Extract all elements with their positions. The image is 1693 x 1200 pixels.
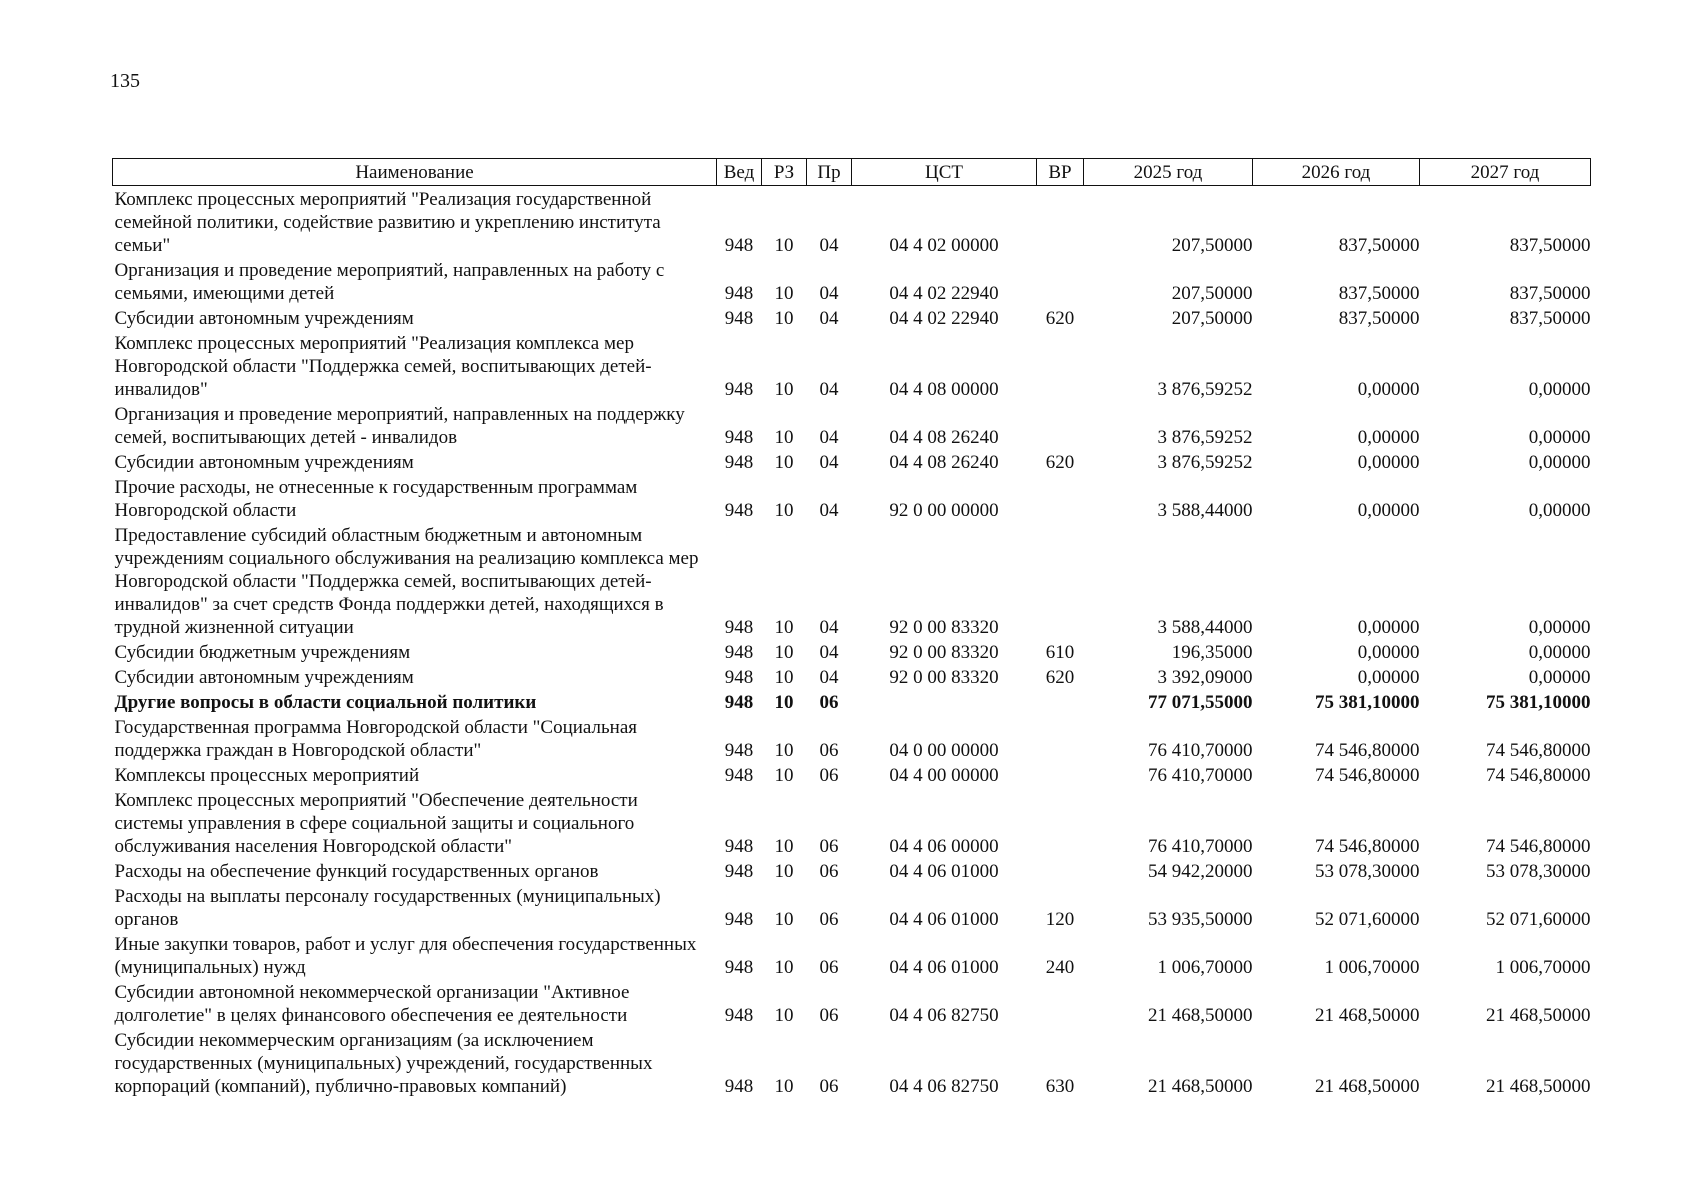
cell-rz: 10 bbox=[774, 283, 794, 304]
cell-ved: 948 bbox=[724, 765, 754, 786]
cell-2026: 53 078,30000 bbox=[1315, 861, 1420, 882]
header-vr: ВР bbox=[1037, 159, 1084, 186]
cell-rz: 10 bbox=[774, 836, 794, 857]
cell-name: Комплекс процессных мероприятий "Обеспечение деятельности системы управления в сфере социальной защиты и социального обслуживания населения Новгородской области" bbox=[114, 790, 638, 857]
cell-rz: 10 bbox=[774, 909, 794, 930]
cell-ved: 948 bbox=[724, 836, 754, 857]
cell-2027: 837,50000 bbox=[1509, 308, 1591, 329]
cell-2025: 54 942,20000 bbox=[1148, 861, 1253, 882]
cell-pr: 06 bbox=[819, 957, 839, 978]
cell-name: Комплекс процессных мероприятий "Реализация комплекса мер Новгородской области "Поддержка семей, воспитывающих детей-инвалидов" bbox=[114, 333, 652, 400]
cell-vr: 610 bbox=[1045, 642, 1075, 663]
cell-cst: 92 0 00 83320 bbox=[889, 642, 999, 663]
cell-pr: 06 bbox=[819, 765, 839, 786]
table-row bbox=[113, 257, 1591, 305]
cell-rz: 10 bbox=[774, 642, 794, 663]
cell-rz: 10 bbox=[774, 617, 794, 638]
cell-2027: 837,50000 bbox=[1509, 235, 1591, 256]
table-row bbox=[113, 931, 1591, 979]
cell-2027: 0,00000 bbox=[1528, 617, 1591, 638]
cell-cst: 92 0 00 83320 bbox=[889, 667, 999, 688]
cell-rz: 10 bbox=[774, 692, 794, 713]
cell-2027: 74 546,80000 bbox=[1486, 836, 1591, 857]
cell-2027: 0,00000 bbox=[1528, 667, 1591, 688]
cell-2027: 53 078,30000 bbox=[1486, 861, 1591, 882]
cell-cst: 04 4 06 82750 bbox=[889, 1076, 999, 1097]
cell-ved: 948 bbox=[724, 692, 754, 713]
cell-pr: 04 bbox=[819, 235, 839, 256]
cell-pr: 04 bbox=[819, 283, 839, 304]
cell-vr bbox=[1037, 858, 1084, 883]
cell-ved: 948 bbox=[724, 427, 754, 448]
cell-2025: 21 468,50000 bbox=[1148, 1076, 1253, 1097]
cell-vr bbox=[1037, 762, 1084, 787]
cell-pr: 04 bbox=[819, 379, 839, 400]
cell-name: Субсидии автономным учреждениям bbox=[114, 452, 414, 473]
table-body bbox=[113, 186, 1591, 1099]
cell-2026: 0,00000 bbox=[1357, 452, 1420, 473]
table-row bbox=[113, 1027, 1591, 1098]
cell-2026: 0,00000 bbox=[1357, 617, 1420, 638]
cell-pr: 04 bbox=[819, 452, 839, 473]
cell-2025: 3 588,44000 bbox=[1157, 617, 1253, 638]
cell-2026: 75 381,10000 bbox=[1315, 692, 1420, 713]
cell-2025: 196,35000 bbox=[1171, 642, 1253, 663]
cell-cst: 04 4 06 01000 bbox=[889, 909, 999, 930]
cell-2026: 74 546,80000 bbox=[1315, 740, 1420, 761]
cell-cst: 04 4 02 22940 bbox=[889, 308, 999, 329]
cell-2025: 3 588,44000 bbox=[1157, 500, 1253, 521]
cell-cst: 04 4 06 01000 bbox=[889, 861, 999, 882]
cell-2026: 21 468,50000 bbox=[1315, 1076, 1420, 1097]
cell-vr: 120 bbox=[1045, 909, 1075, 930]
cell-cst: 04 4 06 01000 bbox=[889, 957, 999, 978]
cell-2027: 837,50000 bbox=[1509, 283, 1591, 304]
cell-vr bbox=[1037, 186, 1084, 258]
header-ved: Вед bbox=[717, 159, 762, 186]
table-row bbox=[113, 689, 1591, 714]
table-row bbox=[113, 762, 1591, 787]
cell-vr: 620 bbox=[1045, 308, 1075, 329]
cell-2025: 3 876,59252 bbox=[1157, 427, 1253, 448]
cell-cst: 04 0 00 00000 bbox=[889, 740, 999, 761]
cell-name: Субсидии бюджетным учреждениям bbox=[114, 642, 411, 663]
cell-rz: 10 bbox=[774, 667, 794, 688]
cell-name: Государственная программа Новгородской области "Социальная поддержка граждан в Новгородской области" bbox=[114, 717, 638, 761]
cell-ved: 948 bbox=[724, 452, 754, 473]
cell-pr: 06 bbox=[819, 909, 839, 930]
cell-cst: 92 0 00 83320 bbox=[889, 617, 999, 638]
cell-pr: 04 bbox=[819, 500, 839, 521]
cell-2027: 21 468,50000 bbox=[1486, 1076, 1591, 1097]
header-name: Наименование bbox=[113, 159, 717, 186]
table-row bbox=[113, 522, 1591, 639]
cell-cst: 04 4 02 22940 bbox=[889, 283, 999, 304]
cell-ved: 948 bbox=[724, 909, 754, 930]
cell-pr: 04 bbox=[819, 427, 839, 448]
cell-name: Организация и проведение мероприятий, направленных на поддержку семей, воспитывающих детей - инвалидов bbox=[114, 404, 685, 448]
cell-vr bbox=[1037, 689, 1084, 714]
cell-name: Расходы на обеспечение функций государственных органов bbox=[114, 861, 599, 882]
cell-cst: 04 4 06 82750 bbox=[889, 1005, 999, 1026]
cell-pr: 04 bbox=[819, 308, 839, 329]
cell-ved: 948 bbox=[724, 1005, 754, 1026]
cell-2025: 77 071,55000 bbox=[1148, 692, 1253, 713]
cell-vr bbox=[1037, 401, 1084, 449]
cell-name: Комплекс процессных мероприятий "Реализация государственной семейной политики, содействие развитию и укреплению института семьи" bbox=[114, 189, 661, 256]
cell-rz: 10 bbox=[774, 740, 794, 761]
table-row bbox=[113, 858, 1591, 883]
cell-ved: 948 bbox=[724, 1076, 754, 1097]
cell-pr: 04 bbox=[819, 667, 839, 688]
cell-vr bbox=[1037, 330, 1084, 401]
cell-rz: 10 bbox=[774, 1005, 794, 1026]
table-row bbox=[113, 186, 1591, 258]
table-header bbox=[113, 159, 1591, 186]
cell-2025: 207,50000 bbox=[1171, 308, 1253, 329]
cell-2027: 21 468,50000 bbox=[1486, 1005, 1591, 1026]
table-row bbox=[113, 979, 1591, 1027]
cell-rz: 10 bbox=[774, 1076, 794, 1097]
cell-2025: 76 410,70000 bbox=[1148, 740, 1253, 761]
cell-2026: 52 071,60000 bbox=[1315, 909, 1420, 930]
cell-name: Комплексы процессных мероприятий bbox=[114, 765, 420, 786]
cell-2025: 3 876,59252 bbox=[1157, 452, 1253, 473]
cell-vr bbox=[1037, 979, 1084, 1027]
cell-2025: 1 006,70000 bbox=[1157, 957, 1253, 978]
cell-name: Субсидии некоммерческим организациям (за исключением государственных (муниципальных) учреждений, государственных корпораций (компаний), публично-правовых компаний) bbox=[114, 1030, 653, 1097]
cell-rz: 10 bbox=[774, 427, 794, 448]
cell-2026: 0,00000 bbox=[1357, 500, 1420, 521]
cell-name: Прочие расходы, не отнесенные к государственным программам Новгородской области bbox=[114, 477, 638, 521]
header-pr: Пр bbox=[807, 159, 852, 186]
table-row bbox=[113, 639, 1591, 664]
cell-rz: 10 bbox=[774, 500, 794, 521]
header-2027: 2027 год bbox=[1420, 159, 1591, 186]
cell-cst bbox=[852, 689, 1037, 714]
cell-2026: 0,00000 bbox=[1357, 379, 1420, 400]
cell-pr: 06 bbox=[819, 1005, 839, 1026]
cell-cst: 92 0 00 00000 bbox=[889, 500, 999, 521]
table-row bbox=[113, 714, 1591, 762]
cell-ved: 948 bbox=[724, 957, 754, 978]
cell-vr: 630 bbox=[1045, 1076, 1075, 1097]
page-number: 135 bbox=[110, 70, 140, 92]
cell-rz: 10 bbox=[774, 308, 794, 329]
cell-pr: 06 bbox=[819, 836, 839, 857]
table-row bbox=[113, 449, 1591, 474]
cell-ved: 948 bbox=[724, 283, 754, 304]
cell-ved: 948 bbox=[724, 500, 754, 521]
cell-ved: 948 bbox=[724, 308, 754, 329]
cell-rz: 10 bbox=[774, 765, 794, 786]
cell-vr: 620 bbox=[1045, 452, 1075, 473]
cell-2025: 76 410,70000 bbox=[1148, 836, 1253, 857]
cell-name: Организация и проведение мероприятий, направленных на работу с семьями, имеющими детей bbox=[114, 260, 665, 304]
cell-2025: 3 876,59252 bbox=[1157, 379, 1253, 400]
budget-table bbox=[112, 158, 1591, 1098]
header-rz: РЗ bbox=[762, 159, 807, 186]
cell-cst: 04 4 06 00000 bbox=[889, 836, 999, 857]
cell-2026: 0,00000 bbox=[1357, 427, 1420, 448]
cell-pr: 06 bbox=[819, 861, 839, 882]
cell-2026: 1 006,70000 bbox=[1324, 957, 1420, 978]
cell-ved: 948 bbox=[724, 861, 754, 882]
cell-name: Субсидии автономным учреждениям bbox=[114, 667, 414, 688]
cell-vr bbox=[1037, 474, 1084, 522]
cell-cst: 04 4 08 26240 bbox=[889, 427, 999, 448]
header-cst: ЦСТ bbox=[852, 159, 1037, 186]
cell-rz: 10 bbox=[774, 861, 794, 882]
cell-2026: 0,00000 bbox=[1357, 667, 1420, 688]
cell-2025: 207,50000 bbox=[1171, 283, 1253, 304]
cell-name: Другие вопросы в области социальной политики bbox=[114, 692, 537, 713]
cell-vr: 240 bbox=[1045, 957, 1075, 978]
cell-2026: 74 546,80000 bbox=[1315, 836, 1420, 857]
cell-cst: 04 4 02 00000 bbox=[889, 235, 999, 256]
cell-ved: 948 bbox=[724, 379, 754, 400]
cell-2027: 0,00000 bbox=[1528, 642, 1591, 663]
table-row bbox=[113, 330, 1591, 401]
cell-pr: 06 bbox=[819, 740, 839, 761]
cell-rz: 10 bbox=[774, 379, 794, 400]
cell-2026: 0,00000 bbox=[1357, 642, 1420, 663]
cell-vr bbox=[1037, 257, 1084, 305]
cell-vr bbox=[1037, 522, 1084, 639]
cell-ved: 948 bbox=[724, 740, 754, 761]
cell-2027: 52 071,60000 bbox=[1486, 909, 1591, 930]
table-row bbox=[113, 401, 1591, 449]
cell-2025: 21 468,50000 bbox=[1148, 1005, 1253, 1026]
cell-name: Расходы на выплаты персоналу государственных (муниципальных) органов bbox=[114, 886, 661, 930]
cell-ved: 948 bbox=[724, 667, 754, 688]
cell-2027: 0,00000 bbox=[1528, 500, 1591, 521]
cell-ved: 948 bbox=[724, 617, 754, 638]
cell-2026: 837,50000 bbox=[1338, 235, 1420, 256]
cell-name: Предоставление субсидий областным бюджетным и автономным учреждениям социального обслуживания на реализацию комплекса мер Новгородской области "Поддержка семей, воспитывающих детей-инвалидов" за счет средств Фонда поддержки детей, находящихся в трудной жизненной ситуации bbox=[114, 525, 699, 638]
table-row bbox=[113, 664, 1591, 689]
table-row bbox=[113, 883, 1591, 931]
cell-pr: 04 bbox=[819, 617, 839, 638]
cell-2027: 0,00000 bbox=[1528, 427, 1591, 448]
cell-2026: 837,50000 bbox=[1338, 283, 1420, 304]
cell-2027: 0,00000 bbox=[1528, 379, 1591, 400]
cell-cst: 04 4 08 26240 bbox=[889, 452, 999, 473]
cell-vr bbox=[1037, 714, 1084, 762]
cell-2026: 837,50000 bbox=[1338, 308, 1420, 329]
cell-2027: 0,00000 bbox=[1528, 452, 1591, 473]
cell-name: Иные закупки товаров, работ и услуг для обеспечения государственных (муниципальных) нужд bbox=[114, 934, 697, 978]
header-2026: 2026 год bbox=[1253, 159, 1420, 186]
cell-cst: 04 4 08 00000 bbox=[889, 379, 999, 400]
cell-name: Субсидии автономной некоммерческой организации "Активное долголетие" в целях финансового обеспечения ее деятельности bbox=[114, 982, 630, 1026]
cell-rz: 10 bbox=[774, 235, 794, 256]
cell-ved: 948 bbox=[724, 235, 754, 256]
header-2025: 2025 год bbox=[1084, 159, 1253, 186]
cell-2027: 74 546,80000 bbox=[1486, 765, 1591, 786]
cell-2025: 76 410,70000 bbox=[1148, 765, 1253, 786]
cell-pr: 06 bbox=[819, 1076, 839, 1097]
cell-rz: 10 bbox=[774, 452, 794, 473]
cell-2026: 21 468,50000 bbox=[1315, 1005, 1420, 1026]
cell-ved: 948 bbox=[724, 642, 754, 663]
table-row bbox=[113, 305, 1591, 330]
cell-rz: 10 bbox=[774, 957, 794, 978]
cell-2027: 75 381,10000 bbox=[1486, 692, 1591, 713]
cell-2027: 74 546,80000 bbox=[1486, 740, 1591, 761]
cell-name: Субсидии автономным учреждениям bbox=[114, 308, 414, 329]
cell-2026: 74 546,80000 bbox=[1315, 765, 1420, 786]
cell-2025: 53 935,50000 bbox=[1148, 909, 1253, 930]
cell-vr bbox=[1037, 787, 1084, 858]
table-row bbox=[113, 474, 1591, 522]
cell-pr: 06 bbox=[819, 692, 839, 713]
cell-2025: 207,50000 bbox=[1171, 235, 1253, 256]
cell-pr: 04 bbox=[819, 642, 839, 663]
cell-vr: 620 bbox=[1045, 667, 1075, 688]
table-row bbox=[113, 787, 1591, 858]
cell-cst: 04 4 00 00000 bbox=[889, 765, 999, 786]
cell-2027: 1 006,70000 bbox=[1495, 957, 1591, 978]
cell-2025: 3 392,09000 bbox=[1157, 667, 1253, 688]
